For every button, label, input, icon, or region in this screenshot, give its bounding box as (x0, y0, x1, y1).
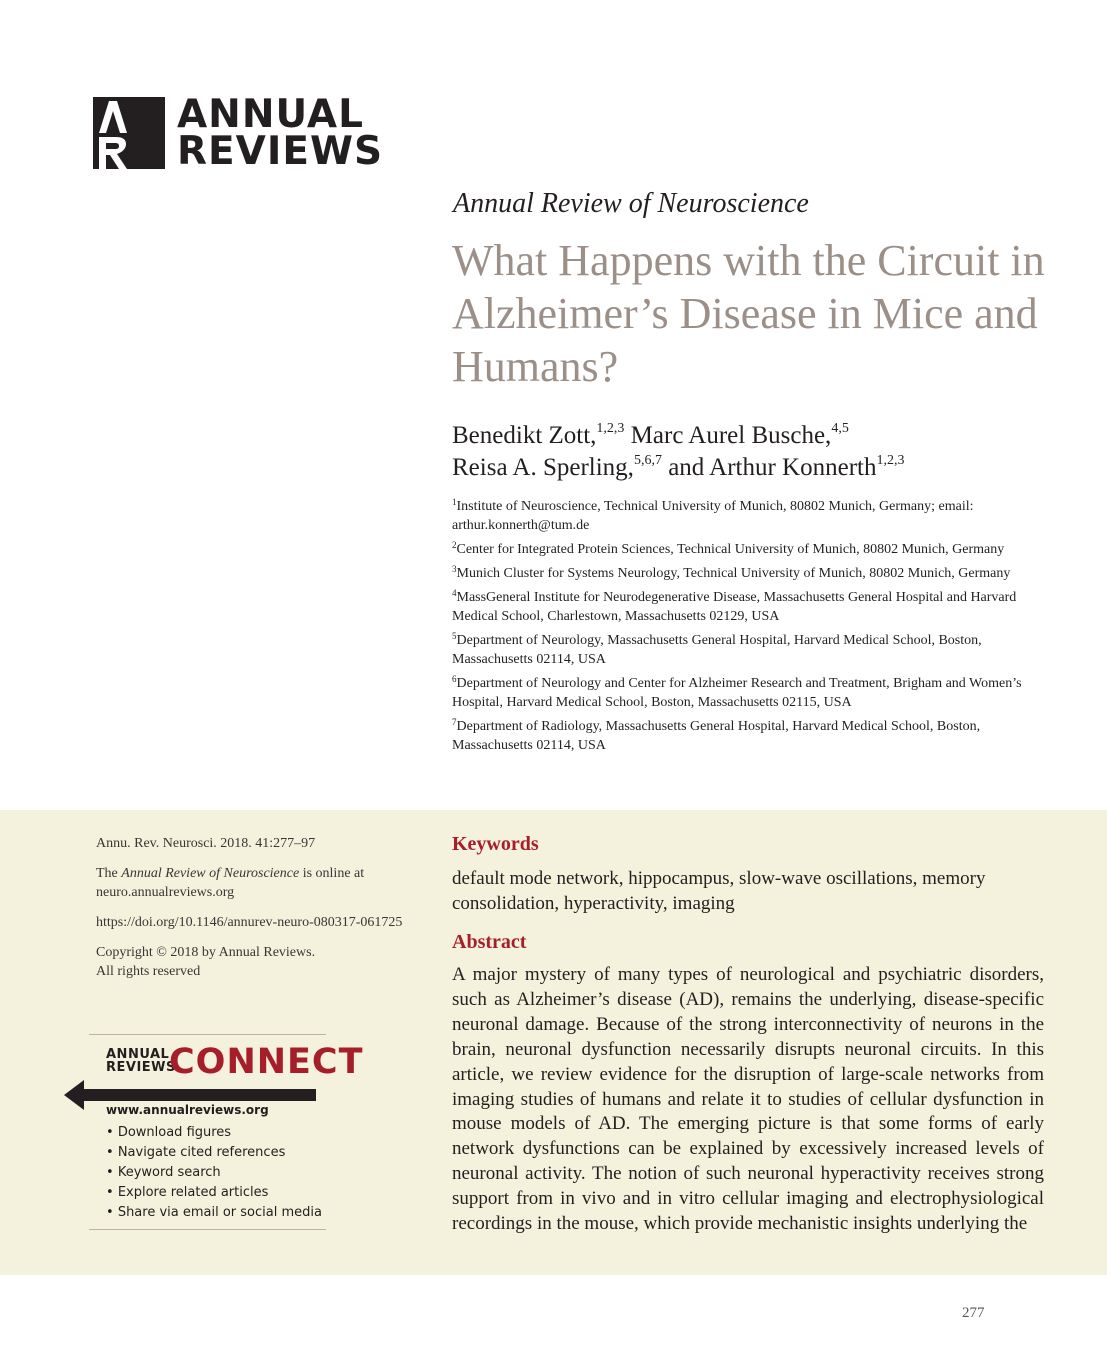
affiliations (452, 497, 1052, 760)
affiliation-number: 2 (452, 540, 457, 550)
abstract-text: A major mystery of many types of neurological and psychiatric disorders, such as Alzheimer’s disease (AD), remains the underlying, disease-specific neuronal damage. Because of the strong interconnectivity of neurons in the brain, neuronal dysfunction necessarily disrupts neuronal circuits. In this article, we review evidence for the disruption of large-scale networks from imaging studies of humans and relate it to studies of cellular dysfunction in mouse models of AD. The emerging picture is that some forms of early network dysfunctions can be explained by excessively increased levels of neuronal activity. The notion of such neuronal hyperactivity receives strong support from in vivo and in vitro cellular imaging and electrophysiological recordings in the mouse, which provide mechanistic insights underlying the (452, 964, 1044, 1235)
author-affil-refs: 5,6,7 (633, 453, 662, 468)
author-name: Reisa A. Sperling, (452, 454, 634, 481)
affiliation-item (452, 497, 1052, 535)
affiliation-number: 7 (452, 717, 457, 727)
connect-feature-list (106, 1123, 322, 1223)
affiliation-item (452, 631, 1052, 669)
affiliation-item (452, 540, 1052, 559)
keywords-text: default mode network, hippocampus, slow-wave oscillations, memory consolidation, hyperactivity, imaging (452, 868, 986, 914)
affiliation-number: 6 (452, 674, 457, 684)
author-affil-refs: 1,2,3 (596, 421, 625, 436)
journal-name: Annual Review of Neuroscience (453, 188, 809, 219)
list-item: • Download figures (106, 1123, 322, 1143)
author-affil-refs: 4,5 (831, 421, 849, 436)
affiliation-text: Munich Cluster for Systems Neurology, Technical University of Munich, 80802 Munich, Germany (456, 566, 1011, 581)
keywords-heading: Keywords (452, 833, 539, 855)
author-name: Marc Aurel Busche, (630, 422, 832, 449)
affiliation-text: MassGeneral Institute for Neurodegenerative Disease, Massachusetts General Hospital and Harvard Medical School, Charlestown, Massachusetts 02129, USA (452, 590, 1017, 624)
ar-logo-mark-icon (93, 97, 165, 169)
author-name: Benedikt Zott, (452, 422, 597, 449)
connect-small-line-2: REVIEWS (106, 1060, 176, 1075)
affiliation-text: Department of Radiology, Massachusetts General Hospital, Harvard Medical School, Boston, Massachusetts 02114, USA (452, 719, 981, 753)
affiliation-text: Institute of Neuroscience, Technical University of Munich, 80802 Munich, Germany; email: arthur.konnerth@tum.de (452, 499, 974, 533)
online-note-post: is online at neuro.annualreviews.org (96, 866, 365, 900)
copyright-line: Copyright © 2018 by Annual Reviews. (96, 945, 316, 960)
affiliation-item (452, 564, 1052, 583)
affiliation-number: 1 (452, 497, 457, 507)
connect-title: CONNECT (169, 1042, 364, 1082)
page-number: 277 (962, 1305, 985, 1321)
affiliation-number: 5 (452, 631, 457, 641)
online-note-journal: Annual Review of Neuroscience (121, 866, 300, 881)
affiliation-text: Department of Neurology, Massachusetts General Hospital, Harvard Medical School, Boston, Massachusetts 02114, USA (452, 633, 982, 667)
logo-line-1: ANNUAL (177, 92, 364, 137)
article-title: What Happens with the Circuit in Alzheimer’s Disease in Mice and Humans? (452, 236, 1045, 391)
logo-line-2: REVIEWS (177, 129, 384, 174)
author-list (452, 420, 904, 484)
logo-wordmark (177, 92, 384, 174)
author-line-1 (452, 420, 904, 452)
affiliation-text: Center for Integrated Protein Sciences, Technical University of Munich, 80802 Munich, Germany (456, 542, 1005, 557)
annual-reviews-logo (93, 92, 384, 174)
affiliation-number: 3 (452, 564, 457, 574)
list-item: • Keyword search (106, 1163, 322, 1183)
list-item: • Explore related articles (106, 1183, 322, 1203)
author-name: and Arthur Konnerth (668, 454, 877, 481)
main-content (452, 830, 1044, 1237)
affiliation-item (452, 588, 1052, 626)
list-item: • Share via email or social media (106, 1203, 322, 1223)
rights-line: All rights reserved (96, 964, 201, 979)
connect-url[interactable]: www.annualreviews.org (106, 1103, 269, 1117)
connect-small-line-1: ANNUAL (106, 1047, 170, 1062)
citation: Annu. Rev. Neurosci. 2018. 41:277–97 (96, 836, 316, 851)
author-line-2 (452, 452, 904, 484)
online-note-pre: The (96, 866, 122, 881)
affiliation-number: 4 (452, 588, 457, 598)
connect-small-label (106, 1048, 176, 1074)
list-item: • Navigate cited references (106, 1143, 322, 1163)
author-affil-refs: 1,2,3 (876, 453, 905, 468)
sidebar-info (96, 834, 406, 992)
copyright (96, 943, 406, 981)
affiliation-text: Department of Neurology and Center for Alzheimer Research and Treatment, Brigham and Women’s Hospital, Harvard Medical School, Boston, Massachusetts 02115, USA (452, 676, 1022, 710)
online-note (96, 864, 406, 902)
annual-reviews-connect-box[interactable] (89, 1034, 364, 1230)
affiliation-item (452, 717, 1052, 755)
doi-link[interactable]: https://doi.org/10.1146/annurev-neuro-080317-061725 (96, 915, 403, 930)
abstract-heading: Abstract (452, 931, 527, 953)
affiliation-item (452, 674, 1052, 712)
